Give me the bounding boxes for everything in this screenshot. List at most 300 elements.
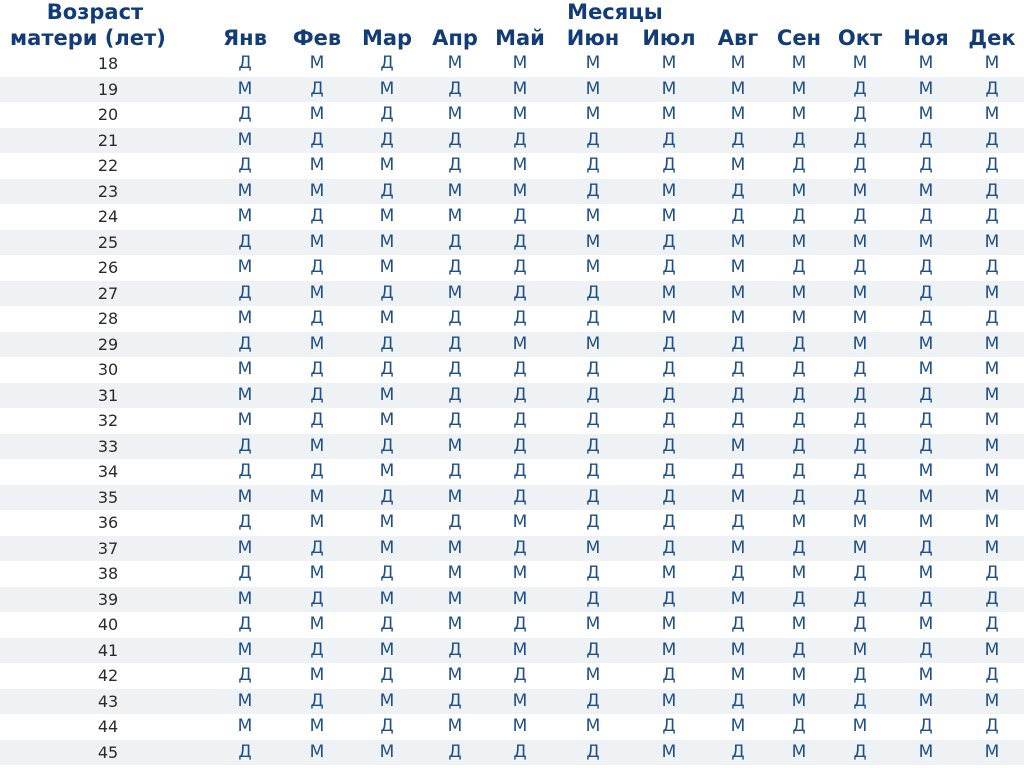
gender-cell: М [585,78,601,99]
gender-cell: Д [448,155,462,175]
gender-cell: Д [731,461,745,481]
gender-cell: Д [792,359,806,379]
gender-cell: М [730,665,746,685]
gender-cell: Д [985,78,999,99]
gender-cell: М [984,384,1000,405]
gender-cell: Д [448,384,462,405]
gender-cell: Д [238,512,252,532]
gender-cell: Д [238,614,252,634]
gender-cell: М [585,257,601,277]
table-row [0,740,1024,766]
gender-cell: М [730,155,746,175]
gender-cell: М [512,588,528,609]
gender-cell: Д [853,486,867,507]
gender-cell: М [309,333,325,354]
gender-cell: Д [919,155,933,175]
gender-cell: Д [238,563,252,583]
gender-cell: М [730,588,746,609]
gender-cell: Д [853,614,867,634]
gender-cell: Д [380,614,394,634]
gender-cell: Д [380,282,394,303]
gender-cell: Д [919,410,933,430]
gender-cell: М [661,308,677,328]
gender-cell: Д [586,435,600,456]
gender-cell: Д [310,639,324,660]
age-cell: 35 [97,487,119,507]
gender-cell: Д [792,486,806,507]
gender-cell: Д [310,129,324,150]
gender-cell: М [791,231,807,252]
gender-cell: Д [731,410,745,430]
gender-cell: М [237,410,253,430]
age-cell: 27 [97,283,119,303]
gender-cell: М [730,53,746,73]
gender-cell: М [379,257,395,277]
gender-cell: Д [513,257,527,277]
gender-cell: Д [513,435,527,456]
table-row [0,204,1024,230]
age-cell: 45 [97,742,119,762]
months-header: Месяцы [567,0,663,24]
mother-age-header-line2: матери (лет) [10,26,166,50]
month-header-1: Янв [223,26,267,50]
gender-cell: Д [238,104,252,124]
gender-cell: М [512,180,528,201]
age-cell: 22 [97,156,119,175]
table-row [0,663,1024,689]
gender-cell: Д [853,129,867,150]
age-cell: 25 [97,232,119,252]
gender-cell: М [379,78,395,99]
gender-cell: М [852,282,868,303]
table-row [0,332,1024,358]
gender-cell: Д [448,333,462,354]
gender-cell: Д [853,257,867,277]
gender-cell: М [791,690,807,711]
gender-cell: М [918,359,934,379]
month-header-7: Июл [642,26,696,50]
gender-cell: М [447,180,463,201]
gender-cell: М [309,435,325,456]
gender-cell: Д [662,155,676,175]
gender-cell: Д [380,53,394,73]
gender-cell: М [918,104,934,124]
gender-cell: Д [662,410,676,430]
gender-cell: Д [238,435,252,456]
table-row [0,510,1024,536]
month-header-4: Апр [432,26,478,50]
mother-age-header-line1: Возраст [46,0,144,24]
gender-cell: М [730,537,746,558]
gender-cell: Д [919,206,933,226]
gender-cell: М [447,282,463,303]
gender-cell: Д [586,588,600,609]
gender-cell: Д [310,308,324,328]
table-row [0,255,1024,281]
gender-cell: М [379,308,395,328]
gender-cell: М [852,639,868,660]
gender-cell: Д [662,665,676,685]
gender-cell: М [512,690,528,711]
gender-cell: М [791,512,807,532]
gender-cell: Д [448,129,462,150]
gender-cell: М [512,333,528,354]
gender-cell: М [309,741,325,762]
gender-cell: М [852,180,868,201]
gender-cell: М [918,53,934,73]
table-row [0,77,1024,103]
gender-cell: Д [731,384,745,405]
gender-cell: М [309,104,325,124]
gender-cell: М [585,665,601,685]
gender-cell: Д [586,563,600,583]
gender-cell: Д [662,435,676,456]
gender-cell: Д [448,231,462,252]
table-row [0,536,1024,562]
table-row [0,561,1024,587]
gender-cell: М [447,716,463,736]
gender-cell: Д [985,257,999,277]
gender-cell: Д [985,716,999,736]
gender-cell: Д [731,512,745,532]
gender-cell: Д [238,741,252,762]
gender-cell: Д [380,563,394,583]
table-row [0,230,1024,256]
gender-cell: Д [919,257,933,277]
gender-cell: М [918,461,934,481]
gender-cell: Д [919,384,933,405]
gender-cell: М [447,563,463,583]
gender-cell: Д [985,155,999,175]
table-row [0,179,1024,205]
gender-cell: М [984,690,1000,711]
gender-cell: Д [238,231,252,252]
table-row [0,128,1024,154]
gender-cell: М [447,53,463,73]
gender-cell: Д [238,53,252,73]
gender-cell: Д [448,410,462,430]
gender-cell: Д [731,741,745,762]
gender-cell: М [585,104,601,124]
gender-cell: М [512,563,528,583]
gender-cell: М [309,180,325,201]
month-header-3: Мар [361,26,413,50]
gender-cell: М [918,231,934,252]
gender-cell: М [984,104,1000,124]
gender-cell: Д [731,333,745,354]
gender-cell: М [730,231,746,252]
gender-cell: Д [792,410,806,430]
gender-cell: М [730,104,746,124]
gender-cell: М [918,78,934,99]
gender-cell: Д [586,129,600,150]
gender-cell: Д [853,690,867,711]
gender-cell: Д [662,716,676,736]
gender-cell: Д [310,78,324,99]
gender-cell: М [984,333,1000,354]
gender-cell: Д [731,614,745,634]
age-cell: 37 [97,538,119,558]
gender-cell: М [379,410,395,430]
gender-cell: Д [985,588,999,609]
gender-cell: Д [792,129,806,150]
gender-cell: Д [586,690,600,711]
gender-cell: М [984,359,1000,379]
gender-cell: Д [919,639,933,660]
age-cell: 31 [97,385,119,405]
gender-cell: Д [853,410,867,430]
gender-cell: Д [586,282,600,303]
gender-cell: М [918,665,934,685]
gender-cell: Д [380,435,394,456]
age-cell: 41 [97,640,119,660]
table-body [0,51,1024,765]
gender-cell: Д [586,180,600,201]
gender-cell: Д [853,384,867,405]
month-header-8: Авг [717,26,759,50]
gender-cell: М [585,206,601,226]
gender-cell: М [512,716,528,736]
gender-cell: М [379,639,395,660]
gender-cell: М [379,512,395,532]
gender-cell: Д [586,486,600,507]
gender-cell: Д [380,359,394,379]
gender-cell: Д [792,588,806,609]
gender-cell: Д [513,384,527,405]
gender-cell: М [447,614,463,634]
gender-cell: М [984,282,1000,303]
gender-cell: Д [919,282,933,303]
gender-cell: М [309,231,325,252]
gender-cell: М [791,308,807,328]
gender-cell: М [661,78,677,99]
gender-cell: Д [448,690,462,711]
gender-cell: М [379,537,395,558]
table-row [0,306,1024,332]
gender-cell: Д [853,104,867,124]
gender-cell: Д [853,206,867,226]
gender-cell: М [309,716,325,736]
table-row [0,102,1024,128]
gender-cell: Д [853,665,867,685]
gender-cell: М [585,231,601,252]
gender-cell: Д [513,486,527,507]
table-row [0,434,1024,460]
gender-cell: Д [853,155,867,175]
gender-cell: Д [731,129,745,150]
gender-cell: М [730,282,746,303]
gender-cell: М [852,512,868,532]
gender-cell: М [661,741,677,762]
gender-cell: М [918,690,934,711]
age-cell: 32 [97,411,119,430]
gender-cell: Д [448,308,462,328]
gender-cell: М [512,78,528,99]
month-header-10: Окт [837,26,883,50]
gender-cell: Д [380,180,394,201]
table-row [0,383,1024,409]
age-cell: 21 [97,130,119,150]
gender-cell: Д [238,461,252,481]
gender-cell: Д [448,512,462,532]
gender-cell: Д [792,537,806,558]
gender-cell: М [791,104,807,124]
age-cell: 40 [97,615,119,634]
gender-cell: М [661,104,677,124]
gender-cell: М [447,665,463,685]
gender-cell: М [379,690,395,711]
table-row [0,408,1024,434]
gender-cell: Д [513,665,527,685]
gender-cell: М [585,614,601,634]
gender-cell: Д [513,614,527,634]
gender-cell: М [791,563,807,583]
gender-cell: Д [310,359,324,379]
gender-cell: Д [853,359,867,379]
gender-cell: Д [380,333,394,354]
gender-cell: М [791,614,807,634]
gender-cell: Д [448,741,462,762]
gender-cell: М [984,512,1000,532]
gender-cell: М [379,155,395,175]
gender-cell: Д [586,359,600,379]
gender-cell: М [379,206,395,226]
gender-cell: М [237,359,253,379]
gender-cell: Д [792,257,806,277]
gender-cell: Д [792,639,806,660]
gender-cell: Д [853,741,867,762]
gender-cell: М [984,741,1000,762]
gender-cell: М [984,639,1000,660]
gender-cell: Д [792,716,806,736]
gender-cell: Д [792,206,806,226]
gender-cell: Д [513,308,527,328]
age-cell: 38 [97,564,119,583]
table-row [0,612,1024,638]
gender-cell: М [661,206,677,226]
gender-cell: М [447,206,463,226]
gender-cell: М [852,333,868,354]
gender-cell: Д [513,410,527,430]
gender-cell: М [379,384,395,405]
gender-cell: Д [985,563,999,583]
gender-cell: Д [792,155,806,175]
gender-cell: Д [662,461,676,481]
gender-cell: Д [310,588,324,609]
gender-cell: Д [310,257,324,277]
gender-cell: М [379,461,395,481]
gender-cell: Д [513,359,527,379]
gender-cell: М [852,308,868,328]
gender-cell: Д [513,461,527,481]
gender-cell: М [237,129,253,150]
gender-cell: Д [238,665,252,685]
age-cell: 34 [97,462,119,481]
gender-cell: М [512,155,528,175]
gender-cell: Д [513,282,527,303]
gender-cell: Д [731,206,745,226]
gender-cell: Д [853,461,867,481]
gender-cell: М [852,231,868,252]
gender-cell: Д [380,486,394,507]
month-header-12: Дек [968,26,1016,50]
gender-cell: Д [448,257,462,277]
gender-cell: М [237,537,253,558]
gender-cell: М [237,206,253,226]
gender-cell: М [309,512,325,532]
gender-cell: М [237,716,253,736]
age-cell: 28 [97,309,119,328]
gender-cell: Д [853,588,867,609]
gender-cell: М [585,53,601,73]
gender-cell: М [852,537,868,558]
gender-cell: М [984,53,1000,73]
gender-cell: М [379,741,395,762]
gender-cell: Д [662,333,676,354]
gender-cell: Д [792,461,806,481]
age-cell: 23 [97,181,119,201]
gender-cell: Д [380,104,394,124]
gender-cell: М [512,639,528,660]
month-header-11: Ноя [903,26,949,50]
gender-cell: Д [586,461,600,481]
gender-cell: Д [662,231,676,252]
gender-cell: М [984,410,1000,430]
gender-cell: М [730,78,746,99]
gender-cell: М [237,486,253,507]
age-cell: 42 [97,666,119,685]
gender-cell: Д [238,282,252,303]
gender-cell: М [730,639,746,660]
gender-cell: М [237,78,253,99]
age-cell: 29 [97,334,119,354]
gender-cell: М [730,486,746,507]
gender-cell: Д [310,537,324,558]
gender-cell: Д [985,614,999,634]
age-cell: 33 [97,436,119,456]
table-row [0,485,1024,511]
gender-cell: Д [513,741,527,762]
gender-cell: Д [662,512,676,532]
gender-cell: М [918,563,934,583]
gender-cell: М [447,435,463,456]
gender-cell: М [379,231,395,252]
age-cell: 19 [97,79,119,99]
gender-cell: М [661,53,677,73]
gender-cell: М [512,512,528,532]
gender-cell: М [379,588,395,609]
table-row [0,689,1024,715]
gender-cell: Д [662,359,676,379]
age-cell: 39 [97,589,119,609]
gender-cell: Д [919,308,933,328]
gender-cell: Д [586,639,600,660]
gender-cell: М [309,282,325,303]
gender-cell: Д [662,257,676,277]
gender-cell: Д [731,690,745,711]
gender-cell: Д [310,410,324,430]
gender-cell: Д [586,512,600,532]
gender-cell: М [730,308,746,328]
gender-cell: Д [853,78,867,99]
age-cell: 18 [97,54,119,73]
gender-cell: М [984,231,1000,252]
gender-cell: Д [448,359,462,379]
age-cell: 36 [97,513,119,532]
gender-cell: М [852,53,868,73]
gender-cell: М [237,588,253,609]
gender-cell: Д [586,384,600,405]
